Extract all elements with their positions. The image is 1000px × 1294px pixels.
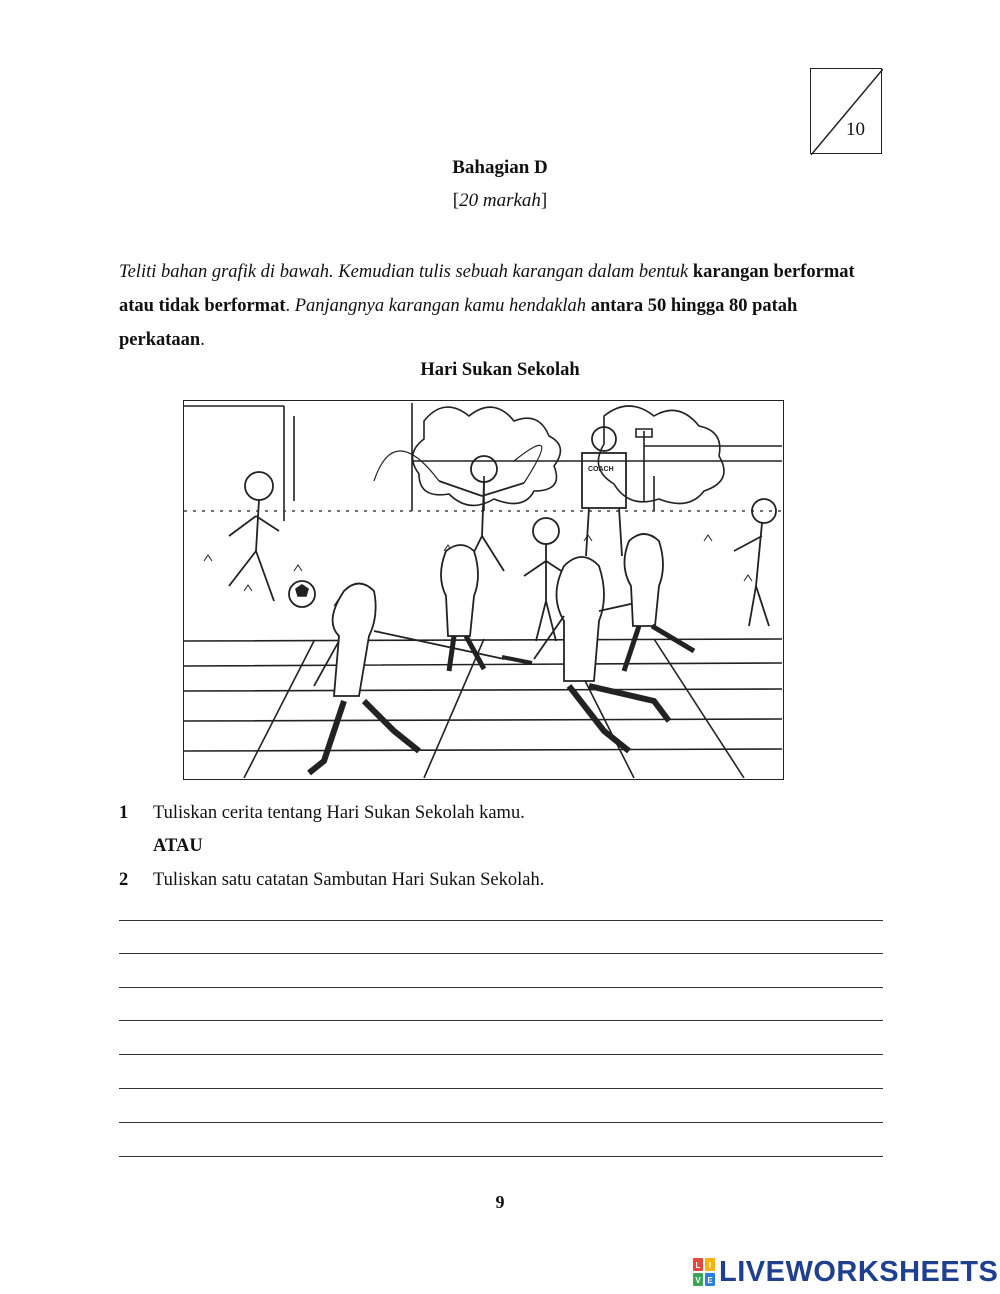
track-lines [184, 639, 782, 751]
instructions: Teliti bahan grafik di bawah. Kemudian tulis sebuah karangan dalam bentuk karangan berformat atau tidak berformat. Panjangnya karangan kamu hendaklah antara 50 hingga 80 patah perkataan. [119, 262, 855, 350]
liveworksheets-tiles-icon [693, 1258, 715, 1286]
section-marks: [20 markah] [452, 190, 548, 211]
svg-text:V: V [695, 1276, 701, 1285]
score-box-diagonal [811, 69, 883, 155]
answer-line[interactable] [119, 920, 883, 921]
question-2: 2 Tuliskan satu catatan Sambutan Hari Sukan Sekolah. [119, 870, 545, 890]
section-title: Bahagian D [452, 157, 548, 178]
relay-runner-middle [441, 545, 484, 671]
liveworksheets-wordmark: LIVEWORKSHEETS [719, 1255, 999, 1288]
liveworksheets-logo [693, 1257, 998, 1287]
score-box [810, 68, 882, 154]
answer-line[interactable] [119, 1054, 883, 1055]
boy-watching [734, 499, 776, 626]
relay-baton [502, 657, 532, 663]
boy-football [229, 472, 279, 601]
or-label: ATAU [153, 836, 203, 856]
answer-line[interactable] [119, 1088, 883, 1089]
answer-line[interactable] [119, 1156, 883, 1157]
relay-runner-left [309, 584, 504, 774]
picture-title: Hari Sukan Sekolah [420, 360, 580, 380]
relay-runner-back [624, 534, 694, 671]
school-wall [412, 403, 782, 511]
coach-shirt-label: COACH [588, 466, 614, 473]
football-pattern [296, 585, 308, 596]
answer-line[interactable] [119, 1020, 883, 1021]
question-1: 1 Tuliskan cerita tentang Hari Sukan Sekolah kamu. [119, 803, 525, 823]
answer-line[interactable] [119, 953, 883, 954]
svg-text:L: L [695, 1261, 701, 1270]
page-number: 9 [495, 1192, 505, 1212]
high-jump-bar [636, 429, 782, 501]
answer-line[interactable] [119, 1122, 883, 1123]
sports-day-illustration [183, 400, 784, 780]
background-building [184, 406, 294, 521]
answer-line[interactable] [119, 987, 883, 988]
tree-canopy-2 [598, 406, 724, 504]
track-diagonals [244, 639, 744, 778]
score-total: 10 [846, 119, 865, 140]
svg-text:I: I [708, 1261, 712, 1270]
illustration-drawing [184, 401, 782, 778]
tree-trunk [484, 476, 654, 511]
svg-text:E: E [707, 1276, 713, 1285]
